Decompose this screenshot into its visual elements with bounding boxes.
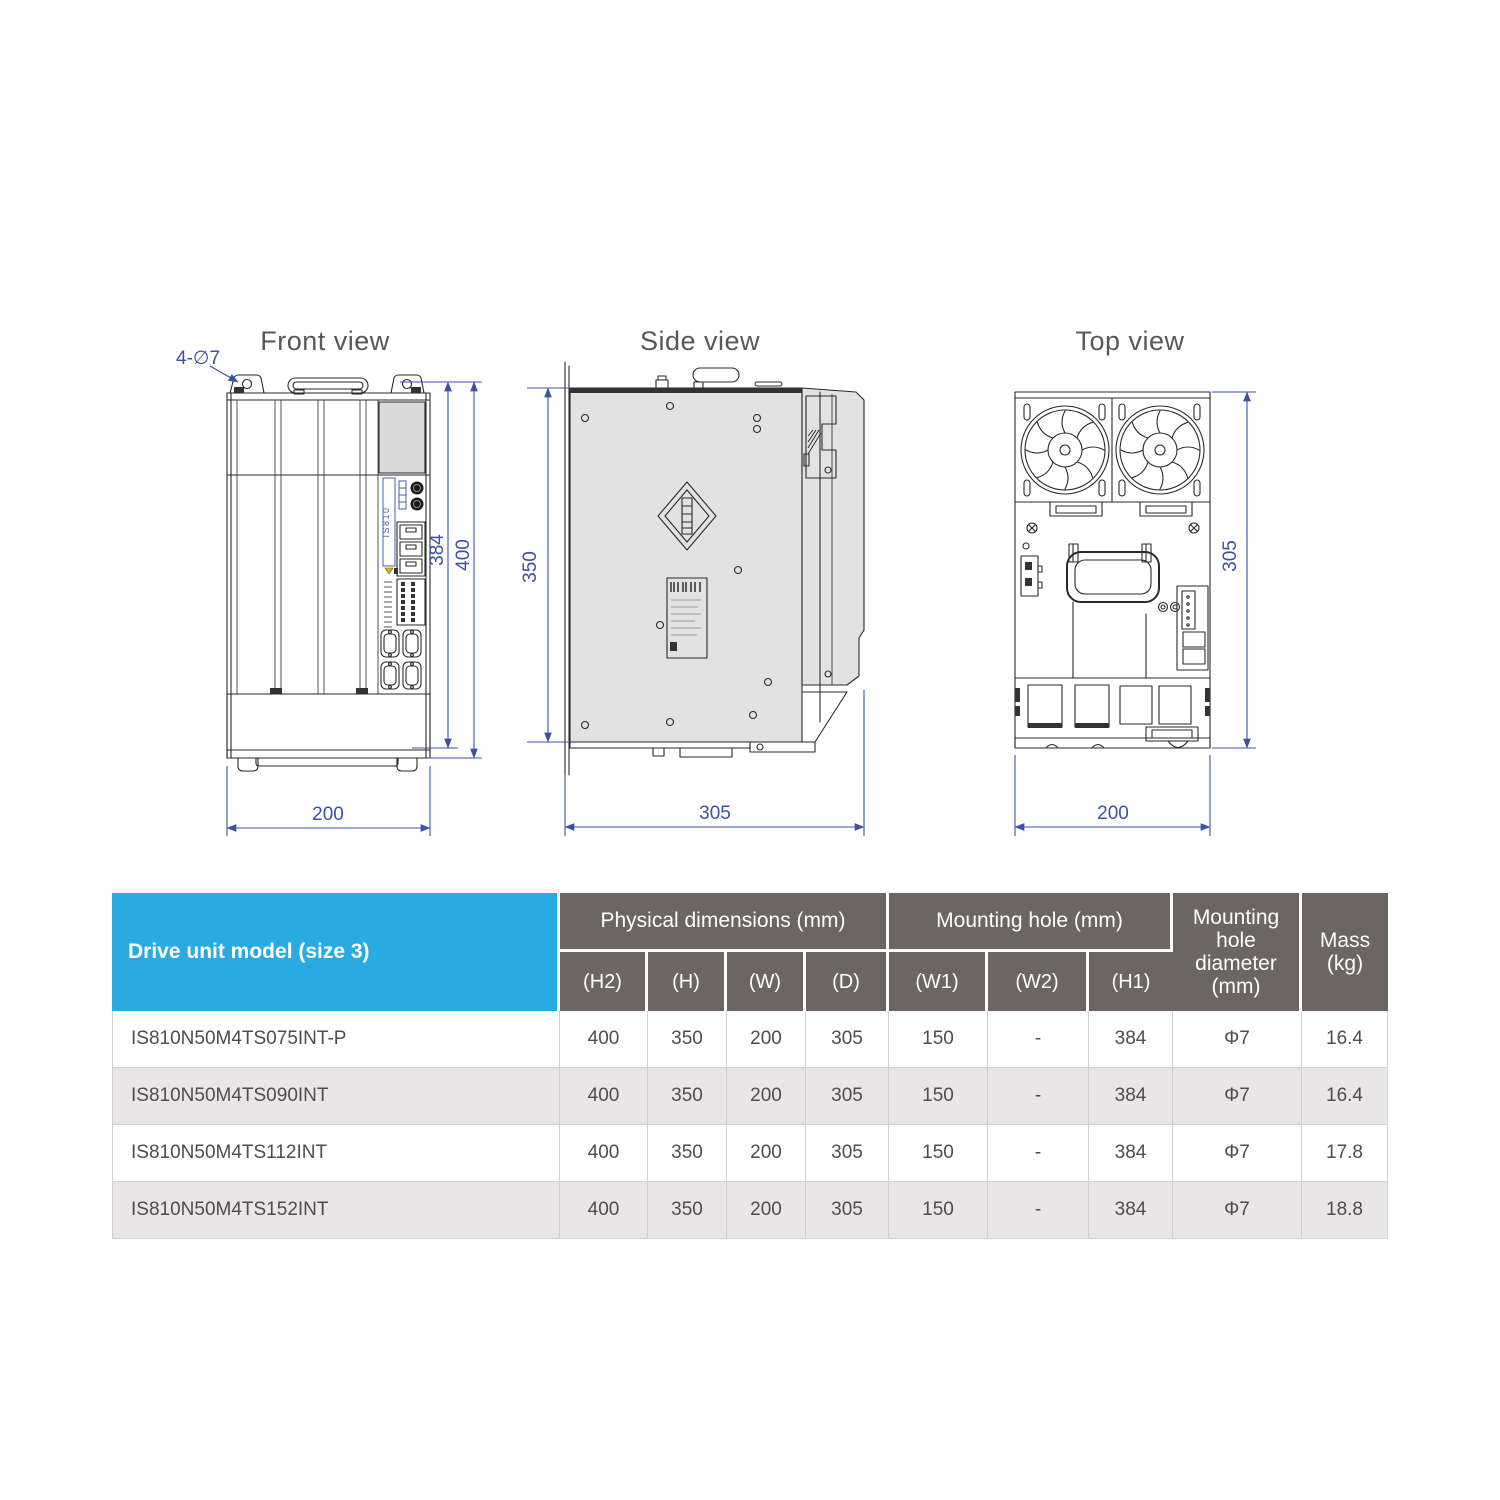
vent-grille bbox=[227, 694, 430, 750]
cell-d: 305 bbox=[806, 1182, 889, 1239]
cell-mass: 17.8 bbox=[1302, 1125, 1388, 1182]
cell-h1: 384 bbox=[1089, 1182, 1173, 1239]
top-view-drawing bbox=[980, 330, 1280, 850]
cell-w2: - bbox=[988, 1125, 1089, 1182]
cell-h: 350 bbox=[648, 1068, 727, 1125]
cell-d: 305 bbox=[806, 1011, 889, 1068]
rj45-ports-icon bbox=[397, 522, 425, 576]
cell-model: IS810N50M4TS075INT-P bbox=[112, 1011, 560, 1068]
fan-icon-right bbox=[1116, 404, 1204, 496]
hole-callout-label: 4-∅7 bbox=[176, 348, 221, 369]
front-view-title: Front view bbox=[260, 326, 390, 356]
side-flange bbox=[565, 362, 569, 775]
spec-table bbox=[112, 893, 1388, 1239]
header-mounting-hole: Mounting hole (mm) bbox=[889, 893, 1173, 952]
fan-icon-left bbox=[1021, 404, 1109, 496]
cell-h2: 400 bbox=[560, 1011, 648, 1068]
cell-w2: - bbox=[988, 1011, 1089, 1068]
cell-h: 350 bbox=[648, 1182, 727, 1239]
cell-diameter: Φ7 bbox=[1173, 1011, 1302, 1068]
cell-w1: 150 bbox=[889, 1068, 988, 1125]
cell-w2: - bbox=[988, 1182, 1089, 1239]
cell-w1: 150 bbox=[889, 1125, 988, 1182]
comm-port-block-icon bbox=[1177, 586, 1208, 670]
terminal-block-icon bbox=[397, 579, 425, 625]
cell-w: 200 bbox=[727, 1011, 806, 1068]
cell-h: 350 bbox=[648, 1125, 727, 1182]
header-mounting-hole-diameter: Mounting hole diameter (mm) bbox=[1173, 893, 1302, 1011]
side-view-drawing bbox=[510, 330, 890, 850]
handle-icon bbox=[288, 378, 368, 394]
terminal-comb-icon bbox=[384, 582, 392, 627]
cell-w2: - bbox=[988, 1068, 1089, 1125]
header-w: (W) bbox=[727, 952, 806, 1011]
cell-w: 200 bbox=[727, 1125, 806, 1182]
cell-w: 200 bbox=[727, 1068, 806, 1125]
top-terminal-section bbox=[1015, 685, 1210, 748]
front-view-drawing bbox=[160, 330, 490, 850]
cell-h1: 384 bbox=[1089, 1068, 1173, 1125]
header-mass: Mass (kg) bbox=[1302, 893, 1388, 1011]
cell-model: IS810N50M4TS090INT bbox=[112, 1068, 560, 1125]
table-row bbox=[112, 1068, 1388, 1125]
cell-mass: 18.8 bbox=[1302, 1182, 1388, 1239]
db9-connectors-icon bbox=[381, 630, 421, 689]
cell-w1: 150 bbox=[889, 1182, 988, 1239]
dimension-200-top: 200 bbox=[1097, 803, 1129, 824]
round-connectors-icon bbox=[411, 482, 424, 511]
status-indicator-strip bbox=[399, 481, 406, 509]
cell-h2: 400 bbox=[560, 1125, 648, 1182]
header-w1: (W1) bbox=[889, 952, 988, 1011]
side-base bbox=[570, 742, 750, 757]
dimension-305-top: 305 bbox=[1220, 540, 1241, 572]
header-w2: (W2) bbox=[988, 952, 1089, 1011]
top-outline bbox=[1015, 392, 1210, 748]
control-panel bbox=[381, 478, 425, 689]
table-row bbox=[112, 1182, 1388, 1239]
header-h2: (H2) bbox=[560, 952, 648, 1011]
cell-w: 200 bbox=[727, 1182, 806, 1239]
dimension-350: 350 bbox=[520, 551, 541, 583]
device-model-label: IS810 bbox=[381, 506, 391, 538]
cell-model: IS810N50M4TS112INT bbox=[112, 1125, 560, 1182]
side-panel bbox=[570, 368, 802, 742]
power-connector-icon bbox=[1021, 556, 1042, 596]
cell-d: 305 bbox=[806, 1125, 889, 1182]
cell-diameter: Φ7 bbox=[1173, 1182, 1302, 1239]
header-h: (H) bbox=[648, 952, 727, 1011]
cell-h2: 400 bbox=[560, 1068, 648, 1125]
cell-model: IS810N50M4TS152INT bbox=[112, 1182, 560, 1239]
header-model: Drive unit model (size 3) bbox=[112, 893, 560, 1011]
dimension-400: 400 bbox=[453, 539, 474, 571]
cell-diameter: Φ7 bbox=[1173, 1125, 1302, 1182]
top-mid-deck bbox=[1021, 502, 1208, 678]
header-physical-dimensions: Physical dimensions (mm) bbox=[560, 893, 889, 952]
handle-icon-top bbox=[1067, 552, 1159, 602]
header-d: (D) bbox=[806, 952, 889, 1011]
cell-h: 350 bbox=[648, 1011, 727, 1068]
cell-d: 305 bbox=[806, 1068, 889, 1125]
dimension-200-front: 200 bbox=[312, 804, 344, 825]
side-view-title: Side view bbox=[639, 326, 761, 356]
cell-diameter: Φ7 bbox=[1173, 1068, 1302, 1125]
table-row bbox=[112, 1125, 1388, 1182]
cell-mass: 16.4 bbox=[1302, 1011, 1388, 1068]
cell-h1: 384 bbox=[1089, 1011, 1173, 1068]
cell-w1: 150 bbox=[889, 1011, 988, 1068]
warning-mark-icon bbox=[385, 568, 398, 574]
cell-mass: 16.4 bbox=[1302, 1068, 1388, 1125]
table-row bbox=[112, 1011, 1388, 1068]
dimension-305-side: 305 bbox=[699, 803, 731, 824]
header-h1: (H1) bbox=[1089, 952, 1173, 1011]
cell-h1: 384 bbox=[1089, 1125, 1173, 1182]
dimension-384: 384 bbox=[427, 534, 448, 566]
cell-h2: 400 bbox=[560, 1182, 648, 1239]
top-view-title: Top view bbox=[1075, 326, 1185, 356]
base-and-feet bbox=[227, 750, 430, 771]
